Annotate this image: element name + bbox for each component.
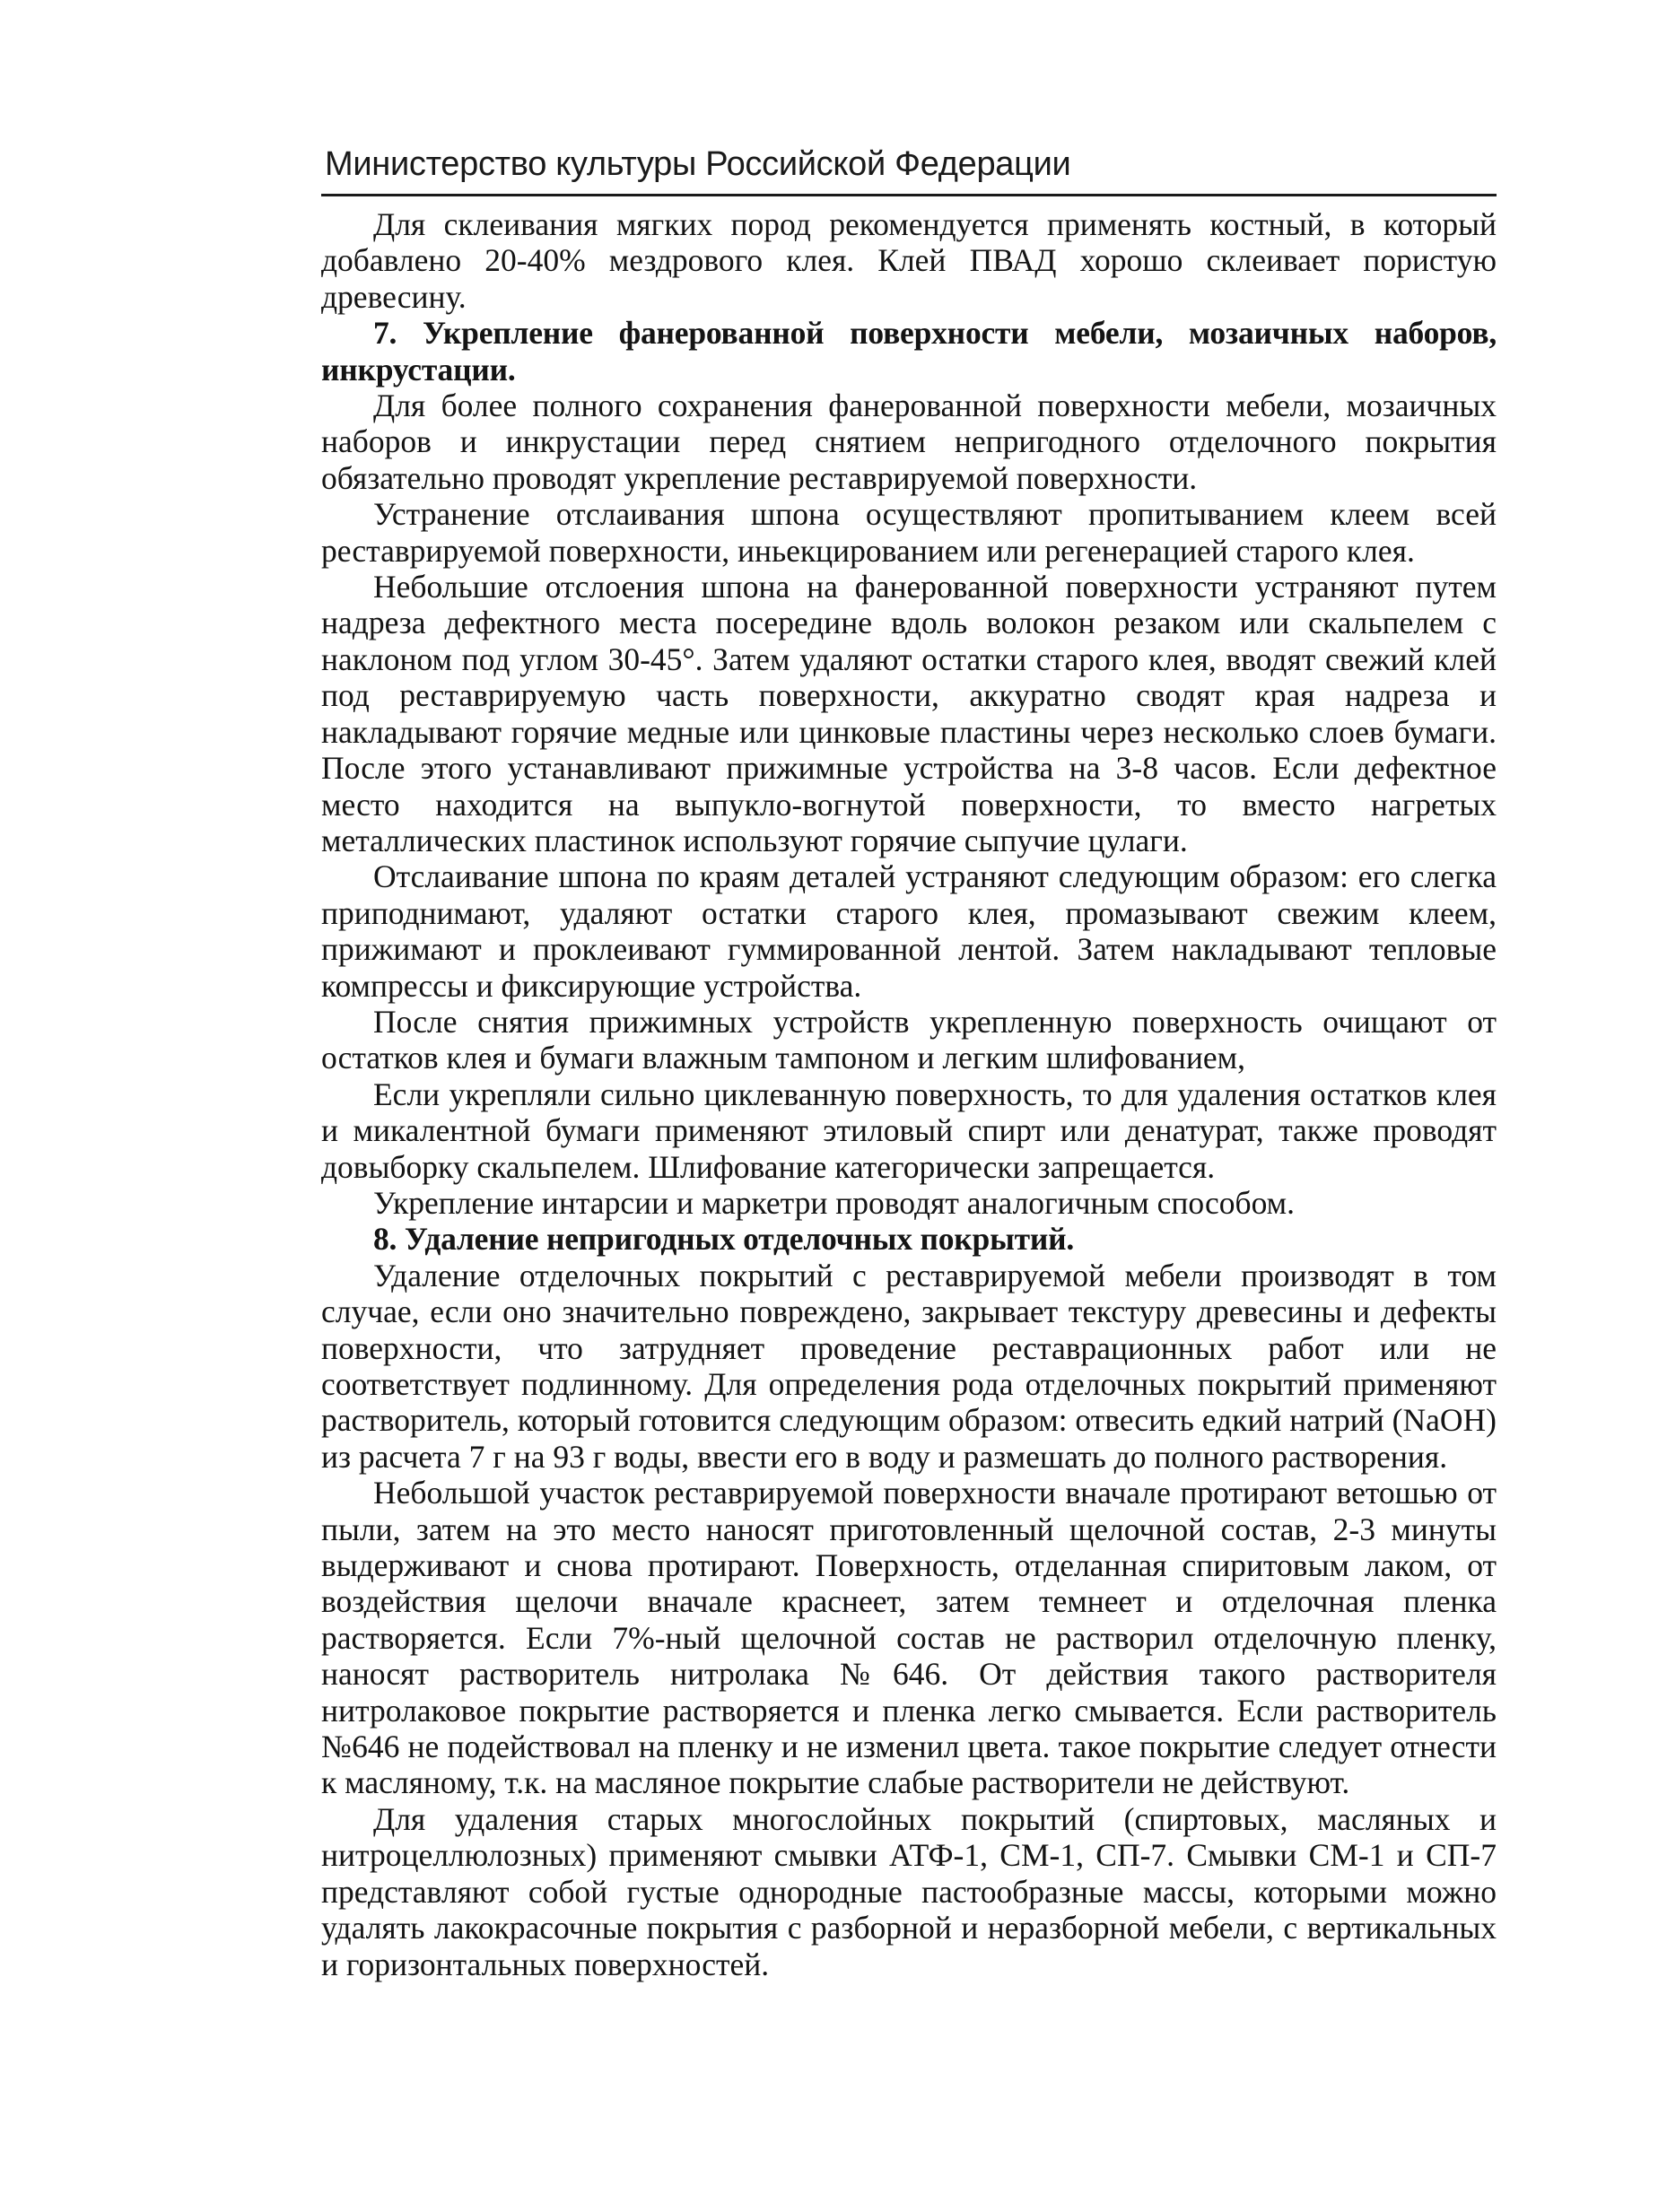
- running-header: Министерство культуры Российской Федерации: [325, 145, 1071, 183]
- header-rule: [321, 194, 1497, 196]
- paragraph-3: Устранение отслаивания шпона осуществляют пропитыванием клеем всей реставрируемой поверхности, иньекцированием или регенерацией старого клея.: [321, 496, 1497, 569]
- paragraph-2: Для более полного сохранения фанерованной поверхности мебели, мозаичных наборов и инкрустации перед снятием непригодного отделочного покрытия обязательно проводят укрепление реставрируемой поверхности.: [321, 388, 1497, 496]
- paragraph-1: Для склеивания мягких пород рекомендуется применять костный, в который добавлено 20-40% мездрового клея. Клей ПВАД хорошо склеивает пористую древесину.: [321, 206, 1497, 315]
- section-8-heading: 8. Удаление непригодных отделочных покрытий.: [373, 1221, 1075, 1258]
- paragraph-7: Если укрепляли сильно циклеванную поверхность, то для удаления остатков клея и микалентной бумаги применяют этиловый спирт или денатурат, также проводят довыборку скальпелем. Шлифование категорически запрещается.: [321, 1076, 1497, 1185]
- paragraph-8: Укрепление интарсии и маркетри проводят аналогичным способом.: [373, 1184, 1296, 1221]
- body-text: [321, 206, 1497, 1982]
- paragraph-9: Удаление отделочных покрытий с реставрируемой мебели производят в том случае, если оно значительно повреждено, закрывает текстуру древесины и дефекты поверхности, что затрудняет проведение реставрационных работ или не соответствует подлинному. Для определения рода отделочных покрытий применяют растворитель, который готовится следующим образом: отвесить едкий натрий (NaOH) из расчета 7 г на 93 г воды, ввести его в воду и размешать до полного растворения.: [321, 1257, 1497, 1475]
- paragraph-10: Небольшой участок реставрируемой поверхности вначале протирают ветошью от пыли, затем на это место наносят приготовленный щелочной состав, 2-3 минуты выдерживают и снова протирают. Поверхность, отделанная спиритовым лаком, от воздействия щелочи вначале краснеет, затем темнеет и отделочная пленка растворяется. Если 7%-ный щелочной состав не растворил отделочную пленку, наносят растворитель нитролака №646. От действия такого растворителя нитролаковое покрытие растворяется и пленка легко смывается. Если растворитель №646 не подействовал на пленку и не изменил цвета. такое покрытие следует отнести к масляному, т.к. на масляное покрытие слабые растворители не действуют.: [321, 1475, 1497, 1801]
- paragraph-6: После снятия прижимных устройств укрепленную поверхность очищают от остатков клея и бумаги влажным тампоном и легким шлифованием,: [321, 1003, 1497, 1076]
- paragraph-11: Для удаления старых многослойных покрытий (спиртовых, масляных и нитроцеллюлозных) применяют смывки АТФ-1, СМ-1, СП-7. Смывки СМ-1 и СП-7 представляют собой густые однородные пастообразные массы, которыми можно удалять лакокрасочные покрытия с разборной и неразборной мебели, с вертикальных и горизонтальных поверхностей.: [321, 1800, 1497, 1982]
- paragraph-4: Небольшие отслоения шпона на фанерованной поверхности устраняют путем надреза дефектного места посередине вдоль волокон резаком или скальпелем с наклоном под углом 30-45°. Затем удаляют остатки старого клея, вводят свежий клей под реставрируемую часть поверхности, аккуратно сводят края надреза и накладывают горячие медные или цинковые пластины через несколько слоев бумаги. После этого устанавливают прижимные устройства на 3-8 часов. Если дефектное место находится на выпукло-вогнутой поверхности, то вместо нагретых металлических пластинок используют горячие сыпучие цулаги.: [321, 569, 1497, 858]
- paragraph-5: Отслаивание шпона по краям деталей устраняют следующим образом: его слегка приподнимают, удаляют остатки старого клея, промазывают свежим клеем, прижимают и проклеивают гуммированной лентой. Затем накладывают тепловые компрессы и фиксирующие устройства.: [321, 858, 1497, 1004]
- section-7-heading: 7. Укрепление фанерованной поверхности мебели, мозаичных наборов, инкрустации.: [321, 315, 1497, 388]
